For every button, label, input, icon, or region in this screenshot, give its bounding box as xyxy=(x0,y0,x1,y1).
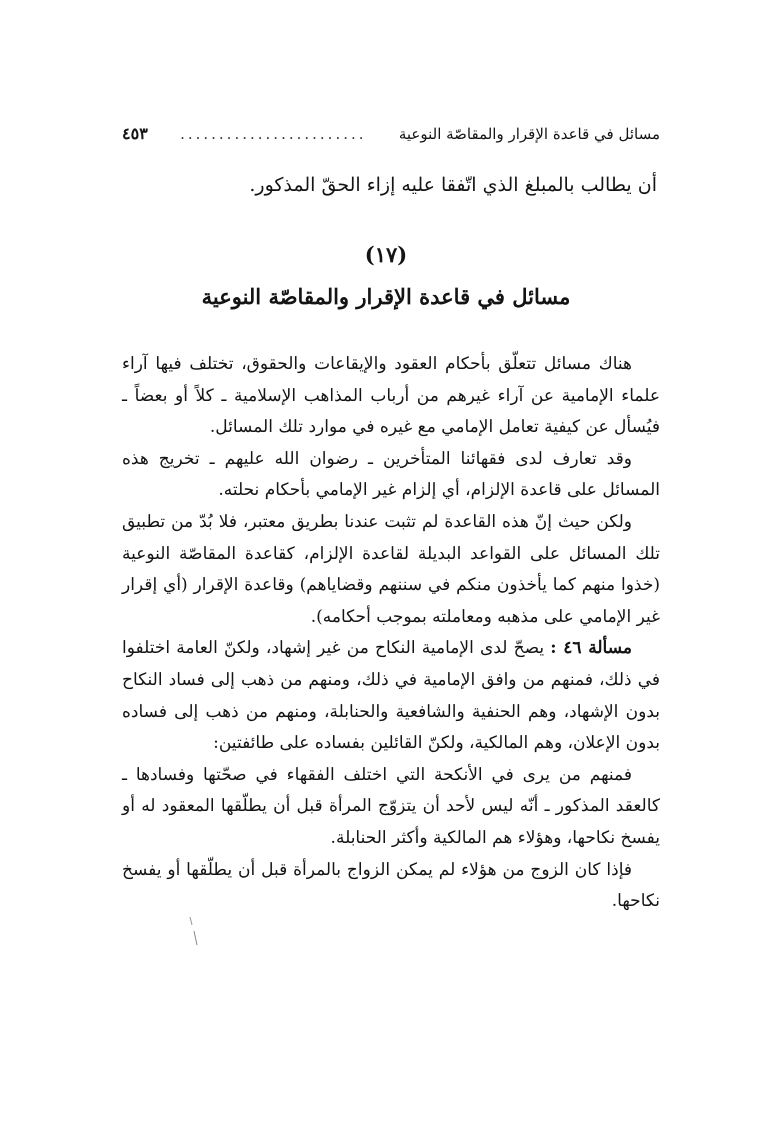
continuation-line: أن يطالب بالمبلغ الذي اتّفقا عليه إزاء الحقّ المذكور. xyxy=(249,174,657,196)
paragraph-3: ولكن حيث إنّ هذه القاعدة لم تثبت عندنا بطريق معتبر، فلا بُدّ من تطبيق تلك المسائل على القواعد البديلة لقاعدة الإلزام، كقاعدة المقاصّة النوعية (خذوا منهم كما يأخذون منكم في سننهم وقضاياهم) وقاعدة الإقرار (أي إقرار غير الإمامي على مذهبه ومعاملته بموجب أحكامه). xyxy=(122,511,660,627)
paragraph-5: فمنهم من يرى في الأنكحة التي اختلف الفقهاء في صحّتها وفسادها ـ كالعقد المذكور ـ أنّه ليس لأحد أن يتزوّج المرأة قبل أن يطلّقها المعقود له أو يفسخ نكاحها، وهؤلاء هم المالكية وأكثر الحنابلة. xyxy=(122,764,660,848)
section-number: (١٧) xyxy=(364,242,408,267)
running-title: مسائل في قاعدة الإقرار والمقاصّة النوعية xyxy=(398,125,660,143)
paragraph-4 xyxy=(122,633,660,759)
paragraph-2: وقد تعارف لدى فقهائنا المتأخرين ـ رضوان الله عليهم ـ تخريج هذه المسائل على قاعدة الإلزام، أي إلزام غير الإمامي بأحكام نحلته. xyxy=(122,448,660,501)
paragraph-1: هناك مسائل تتعلّق بأحكام العقود والإيقاعات والحقوق، تختلف فيها آراء علماء الإمامية عن آراء غيرهم من أرباب المذاهب الإسلامية ـ كلاً أو بعضاً ـ فيُسأل عن كيفية تعامل الإمامي مع غيره في موارد تلك المسائل. xyxy=(122,354,660,438)
scan-speck-marks xyxy=(188,915,200,955)
issue-text: يصحّ لدى الإمامية النكاح من غير إشهاد، ولكنّ العامة اختلفوا في ذلك، فمنهم من وافق الإمامية في ذلك، ومنهم من ذهب إلى فساد النكاح بدون الإشهاد، وهم الحنفية والشافعية والحنابلة، ومنهم من ذهب إلى فساده بدون الإعلان، وهم المالكية، ولكنّ القائلين بفساده على طائفتين: xyxy=(122,638,660,754)
running-header xyxy=(122,122,660,146)
page-number: ٤٥٣ xyxy=(122,124,148,143)
section-title: مسائل في قاعدة الإقرار والمقاصّة النوعية xyxy=(201,284,571,309)
paragraph-6: فإذا كان الزوج من هؤلاء لم يمكن الزواج بالمرأة قبل أن يطلّقها أو يفسخ نكاحها. xyxy=(122,859,660,912)
leader-dots: ........................ xyxy=(180,125,367,143)
issue-label: مسألة ٤٦ : xyxy=(550,638,633,659)
body-text xyxy=(122,349,660,918)
